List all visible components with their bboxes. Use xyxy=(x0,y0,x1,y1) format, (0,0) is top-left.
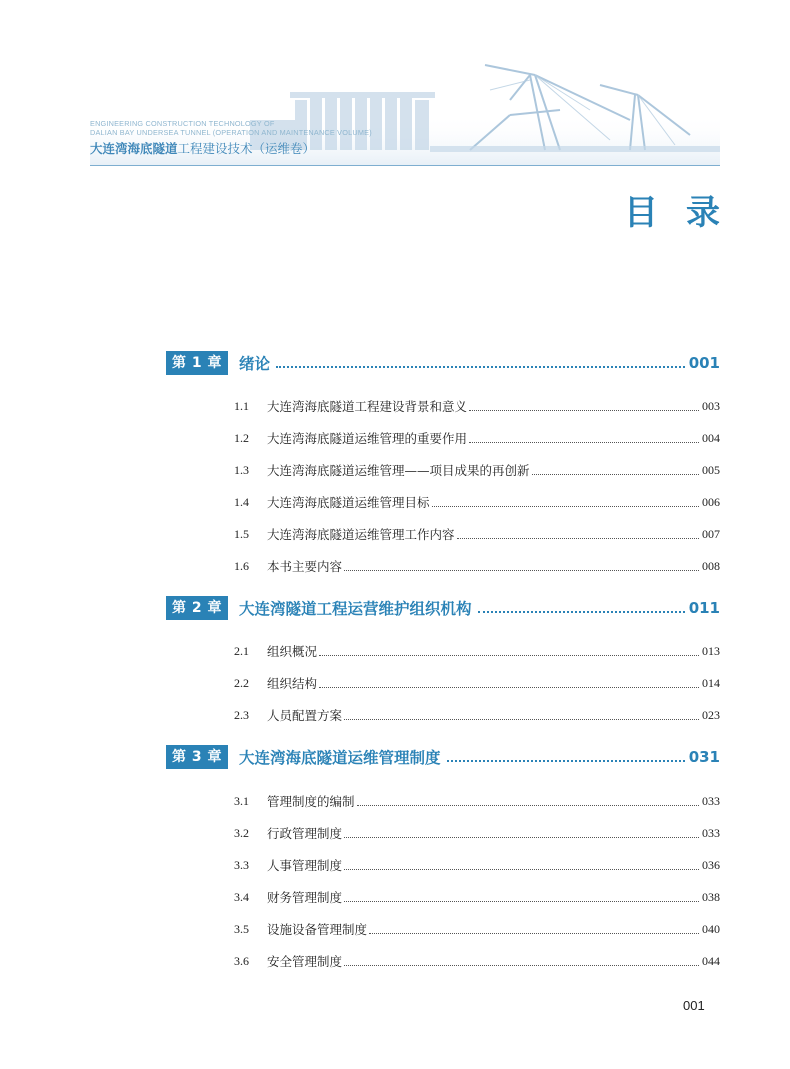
section-page: 040 xyxy=(702,921,720,936)
section-title: 财务管理制度 xyxy=(267,890,343,905)
section-page: 038 xyxy=(702,889,720,904)
section-number: 1.1 xyxy=(234,398,249,413)
section-page: 044 xyxy=(702,953,720,968)
leader-dots xyxy=(447,760,685,762)
leader-dots xyxy=(357,805,699,806)
section-row[interactable] xyxy=(234,429,720,447)
leader-dots xyxy=(344,901,699,902)
section-title: 大连湾海底隧道工程建设背景和意义 xyxy=(267,399,468,414)
section-page: 005 xyxy=(702,462,720,477)
leader-dots xyxy=(369,933,699,934)
section-title: 大连湾海底隧道运维管理——项目成果的再创新 xyxy=(267,463,530,478)
section-number: 3.5 xyxy=(234,921,249,936)
chapter-badge: 第 1 章 xyxy=(166,351,228,375)
section-number: 1.6 xyxy=(234,558,249,573)
leader-dots xyxy=(319,687,699,688)
section-page: 014 xyxy=(702,675,720,690)
section-row[interactable] xyxy=(234,888,720,906)
leader-dots xyxy=(344,719,699,720)
leader-dots xyxy=(276,366,685,368)
section-page: 003 xyxy=(702,398,720,413)
section-number: 3.4 xyxy=(234,889,249,904)
section-page: 013 xyxy=(702,643,720,658)
section-title: 安全管理制度 xyxy=(267,954,343,969)
section-row[interactable] xyxy=(234,952,720,970)
leader-dots xyxy=(344,965,699,966)
section-row[interactable] xyxy=(234,920,720,938)
chapter-badge: 第 3 章 xyxy=(166,745,228,769)
leader-dots xyxy=(478,611,685,613)
section-number: 1.2 xyxy=(234,430,249,445)
section-title: 人员配置方案 xyxy=(267,708,343,723)
section-title: 组织概况 xyxy=(267,644,318,659)
section-page: 033 xyxy=(702,825,720,840)
chapter-row[interactable] xyxy=(166,595,720,621)
leader-dots xyxy=(319,655,699,656)
section-row[interactable] xyxy=(234,461,720,479)
section-row[interactable] xyxy=(234,856,720,874)
header-english-line2: DALIAN BAY UNDERSEA TUNNEL (OPERATION AND MAINTENANCE VOLUME) xyxy=(90,128,372,137)
leader-dots xyxy=(344,869,699,870)
section-title: 组织结构 xyxy=(267,676,318,691)
section-number: 2.3 xyxy=(234,707,249,722)
section-page: 004 xyxy=(702,430,720,445)
leader-dots xyxy=(457,538,699,539)
section-number: 1.3 xyxy=(234,462,249,477)
section-page: 036 xyxy=(702,857,720,872)
chapter-row[interactable] xyxy=(166,744,720,770)
section-row[interactable] xyxy=(234,706,720,724)
section-page: 033 xyxy=(702,793,720,808)
section-number: 3.3 xyxy=(234,857,249,872)
book-title-main: 大连湾海底隧道 xyxy=(90,141,178,156)
section-number: 1.4 xyxy=(234,494,249,509)
section-title: 行政管理制度 xyxy=(267,826,343,841)
section-number: 3.1 xyxy=(234,793,249,808)
chapter-title: 大连湾隧道工程运营维护组织机构 xyxy=(239,600,472,618)
header-book-title xyxy=(90,139,315,157)
chapter-badge: 第 2 章 xyxy=(166,596,228,620)
leader-dots xyxy=(432,506,699,507)
section-row[interactable] xyxy=(234,493,720,511)
leader-dots xyxy=(469,442,699,443)
page-number: 001 xyxy=(683,998,705,1013)
section-title: 管理制度的编制 xyxy=(267,794,355,809)
section-row[interactable] xyxy=(234,642,720,660)
section-title: 大连湾海底隧道运维管理工作内容 xyxy=(267,527,455,542)
section-title: 大连湾海底隧道运维管理的重要作用 xyxy=(267,431,468,446)
toc-title: 目录 xyxy=(624,193,748,233)
section-page: 007 xyxy=(702,526,720,541)
section-row[interactable] xyxy=(234,525,720,543)
section-title: 大连湾海底隧道运维管理目标 xyxy=(267,495,430,510)
section-number: 3.2 xyxy=(234,825,249,840)
section-title: 本书主要内容 xyxy=(267,559,343,574)
section-row[interactable] xyxy=(234,792,720,810)
section-page: 023 xyxy=(702,707,720,722)
book-title-sub: 工程建设技术（运维卷） xyxy=(177,141,316,156)
section-number: 3.6 xyxy=(234,953,249,968)
section-title: 设施设备管理制度 xyxy=(267,922,368,937)
chapter-title: 大连湾海底隧道运维管理制度 xyxy=(239,749,441,767)
section-row[interactable] xyxy=(234,674,720,692)
leader-dots xyxy=(344,570,699,571)
section-title: 人事管理制度 xyxy=(267,858,343,873)
section-number: 2.2 xyxy=(234,675,249,690)
chapter-page: 011 xyxy=(688,599,720,617)
header-rule xyxy=(90,165,720,166)
section-row[interactable] xyxy=(234,557,720,575)
section-number: 2.1 xyxy=(234,643,249,658)
chapter-page: 001 xyxy=(688,354,720,372)
leader-dots xyxy=(344,837,699,838)
leader-dots xyxy=(469,410,699,411)
leader-dots xyxy=(532,474,699,475)
header-english-line1: ENGINEERING CONSTRUCTION TECHNOLOGY OF xyxy=(90,119,275,128)
section-row[interactable] xyxy=(234,824,720,842)
chapter-title: 绪论 xyxy=(239,355,271,373)
section-page: 006 xyxy=(702,494,720,509)
chapter-row[interactable] xyxy=(166,350,720,376)
section-row[interactable] xyxy=(234,397,720,415)
section-number: 1.5 xyxy=(234,526,249,541)
section-page: 008 xyxy=(702,558,720,573)
chapter-page: 031 xyxy=(688,748,720,766)
